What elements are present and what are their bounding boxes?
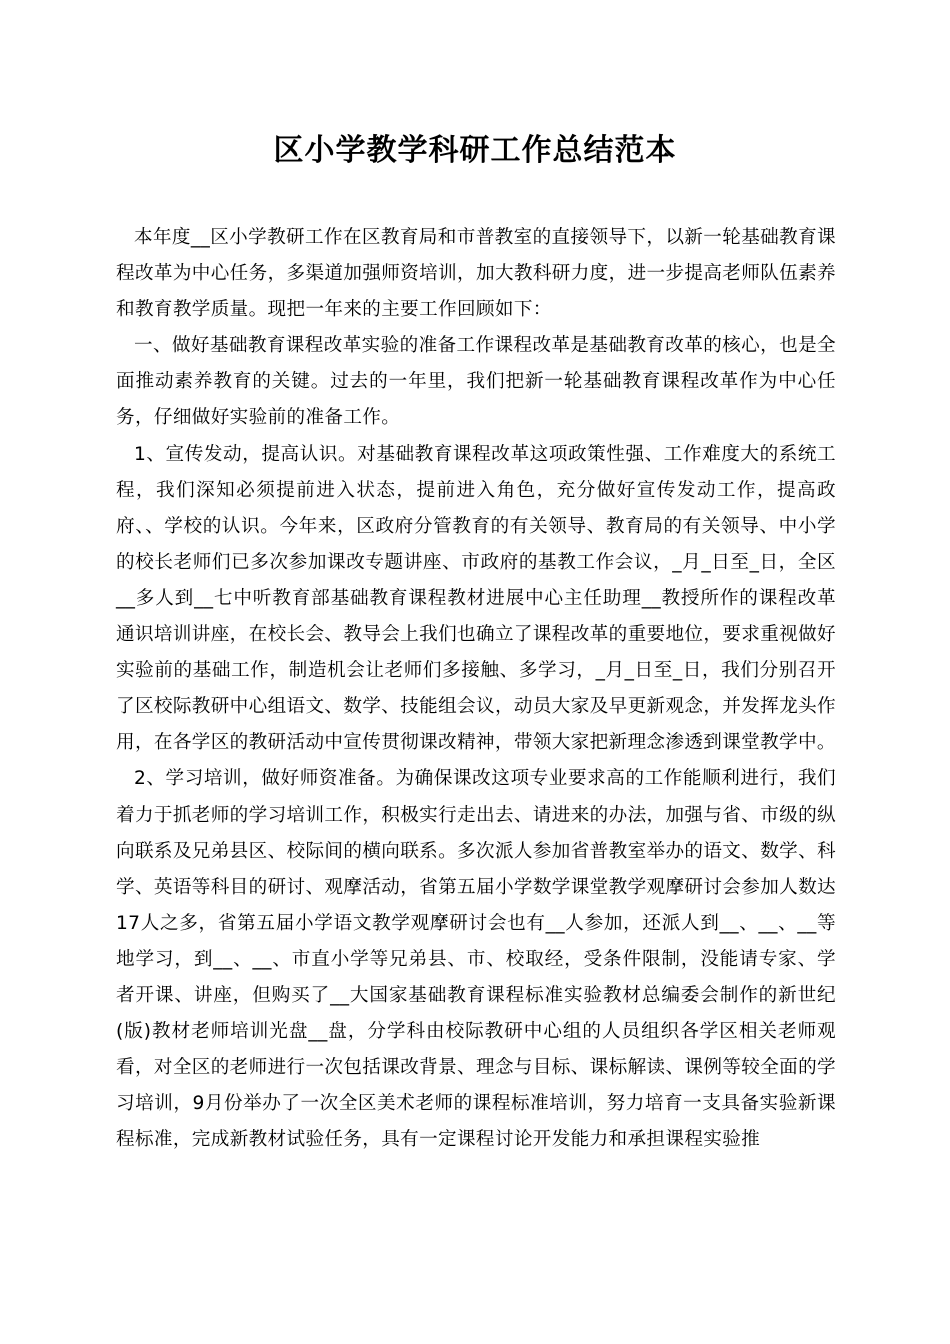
document-body — [116, 220, 836, 1158]
paragraph-item-1: 1、宣传发动，提高认识。对基础教育课程改革这项政策性强、工作难度大的系统工程，我们深知必须提前进入状态，提前进入角色，充分做好宣传发动工作，提高政府、、学校的认识。今年来，区政府分管教育的有关领导、教育局的有关领导、中小学的校长老师们已多次参加课改专题讲座、市政府的基教工作会议，_月_日至_日，全区__多人到__七中听教育部基础教育课程教材进展中心主任助理__教授所作的课程改革通识培训讲座，在校长会、教导会上我们也确立了课程改革的重要地位，要求重视做好实验前的基础工作，制造机会让老师们多接触、多学习，_月_日至_日，我们分别召开了区校际教研中心组语文、数学、技能组会议，动员大家及早更新观念，并发挥龙头作用，在各学区的教研活动中宣传贯彻课改精神，带领大家把新理念渗透到课堂教学中。 — [116, 443, 836, 754]
paragraph-section-1: 一、做好基础教育课程改革实验的准备工作课程改革是基础教育改革的核心，也是全面推动素养教育的关键。过去的一年里，我们把新一轮基础教育课程改革作为中心任务，仔细做好实验前的准备工作。 — [116, 335, 836, 429]
paragraph-item-2: 2、学习培训，做好师资准备。为确保课改这项专业要求高的工作能顺利进行，我们着力于抓老师的学习培训工作，积极实行走出去、请进来的办法，加强与省、市级的纵向联系及兄弟县区、校际间的横向联系。多次派人参加省普教室举办的语文、数学、科学、英语等科目的研讨、观摩活动，省第五届小学数学课堂教学观摩研讨会参加人数达17人之多，省第五届小学语文教学观摩研讨会也有__人参加，还派人到__、__、__等地学习，到__、__、市直小学等兄弟县、市、校取经，受条件限制，没能请专家、学者开课、讲座，但购买了__大国家基础教育课程标准实验教材总编委会制作的新世纪(版)教材老师培训光盘__盘，分学科由校际教研中心组的人员组织各学区相关老师观看，对全区的老师进行一次包括课改背景、理念与目标、课标解读、课例等较全面的学习培训，9月份举办了一次全区美术老师的课程标准培训，努力培育一支具备实验新课程标准，完成新教材试验任务，具有一定课程讨论开发能力和承担课程实验推 — [116, 768, 836, 1151]
document-title: 区小学教学科研工作总结范本 — [273, 133, 677, 168]
paragraph-intro: 本年度__区小学教研工作在区教育局和市普教室的直接领导下，以新一轮基础教育课程改革为中心任务，多渠道加强师资培训，加大教科研力度，进一步提高老师队伍素养和教育教学质量。现把一年来的主要工作回顾如下： — [116, 227, 836, 321]
